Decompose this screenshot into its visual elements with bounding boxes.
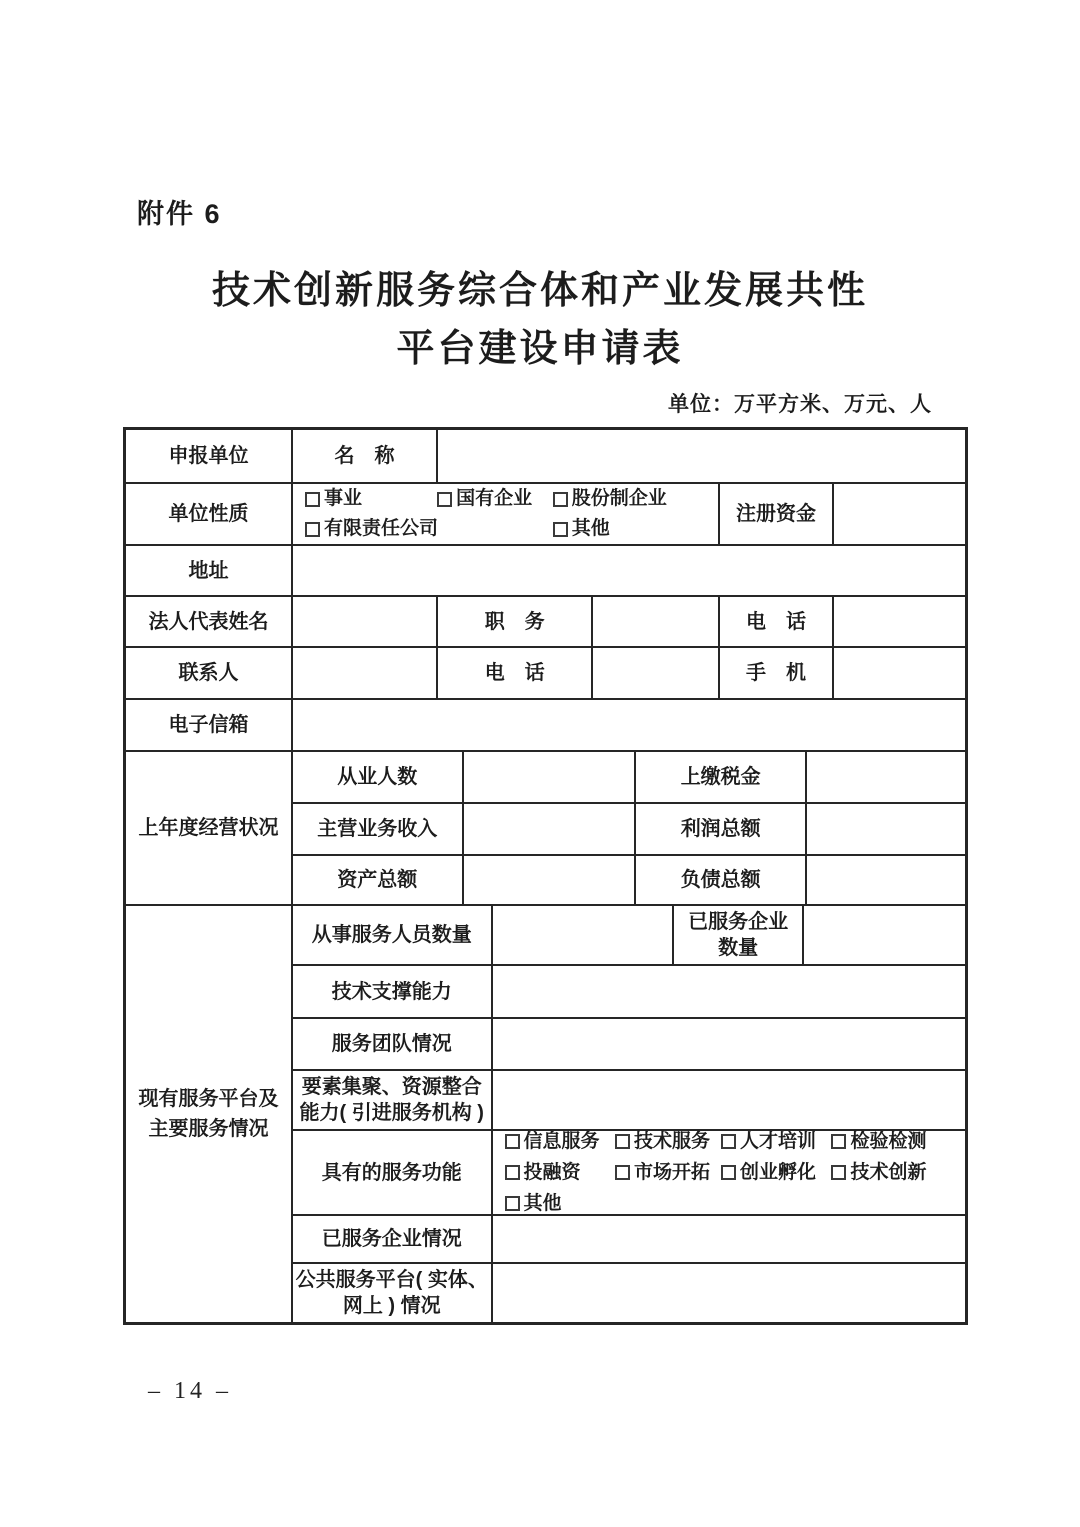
row-service-functions xyxy=(293,1131,965,1216)
checkbox-qita[interactable]: 其他 xyxy=(553,516,718,542)
row-assets-liabilities xyxy=(293,856,965,904)
aggregation-label-line1: 要素集聚、资源整合 xyxy=(301,1076,482,1098)
address-value-cell[interactable] xyxy=(293,546,965,595)
checkbox-guoyou[interactable]: 国有企业 xyxy=(437,486,553,512)
checkbox-icon xyxy=(505,1134,520,1149)
platform-label xyxy=(126,906,293,1322)
position-label: 职 务 xyxy=(438,597,593,646)
row-served-companies xyxy=(293,1216,965,1264)
registered-capital-value-cell[interactable] xyxy=(834,484,965,544)
unit-note: 单位：万平方米、万元、人 xyxy=(668,393,932,416)
served-companies-label: 已服务企业情况 xyxy=(293,1216,493,1262)
checkbox-icon xyxy=(615,1165,630,1180)
served-count-label xyxy=(674,906,804,964)
checkbox-icon xyxy=(437,492,452,507)
row-address xyxy=(126,546,965,597)
service-staff-value-cell[interactable] xyxy=(493,906,674,964)
employees-value-cell[interactable] xyxy=(464,752,637,802)
checkbox-icon xyxy=(553,522,568,537)
row-declare-unit xyxy=(126,430,965,484)
name-value-cell[interactable] xyxy=(438,430,965,482)
main-revenue-label: 主营业务收入 xyxy=(293,804,464,854)
checkbox-jishuchuangxin[interactable]: 技术创新 xyxy=(831,1160,965,1186)
contact-value-cell[interactable] xyxy=(293,648,438,698)
total-profit-value-cell[interactable] xyxy=(807,804,965,854)
aggregation-label-line2: 能力( 引进服务机构 ) xyxy=(299,1102,484,1124)
row-public-platform xyxy=(293,1264,965,1322)
legal-rep-phone-value-cell[interactable] xyxy=(834,597,965,646)
form-title-line2: 平台建设申请表 xyxy=(396,328,684,370)
row-legal-rep xyxy=(126,597,965,648)
public-platform-label-line2: 网上 ) 情况 xyxy=(342,1295,441,1317)
last-year-label: 上年度经营状况 xyxy=(126,752,293,904)
row-service-team xyxy=(293,1019,965,1071)
mobile-label: 手 机 xyxy=(720,648,834,698)
attachment-label: 附件 6 xyxy=(137,199,222,229)
tax-paid-label: 上缴税金 xyxy=(636,752,807,802)
total-liabilities-label: 负债总额 xyxy=(636,856,807,904)
tech-support-value-cell[interactable] xyxy=(493,966,965,1017)
form-title xyxy=(0,262,1080,378)
served-count-label-line2: 数量 xyxy=(718,937,759,959)
contact-phone-label: 电 话 xyxy=(438,648,593,698)
row-revenue-profit xyxy=(293,804,965,856)
checkbox-icon xyxy=(553,492,568,507)
name-label: 名 称 xyxy=(293,430,438,482)
form-title-line1: 技术创新服务综合体和产业发展共性 xyxy=(211,270,868,312)
total-assets-label: 资产总额 xyxy=(293,856,464,904)
email-label: 电子信箱 xyxy=(126,700,293,750)
checkbox-youxian[interactable]: 有限责任公司 xyxy=(305,516,553,542)
position-value-cell[interactable] xyxy=(593,597,720,646)
unit-nature-label: 单位性质 xyxy=(126,484,293,544)
checkbox-icon xyxy=(831,1134,846,1149)
checkbox-shichangkaituo[interactable]: 市场开拓 xyxy=(615,1160,721,1186)
checkbox-icon xyxy=(615,1134,630,1149)
declare-unit-label: 申报单位 xyxy=(126,430,293,482)
public-platform-label xyxy=(293,1264,493,1322)
checkbox-shiye[interactable]: 事业 xyxy=(305,486,437,512)
checkbox-rencaipeixun[interactable]: 人才培训 xyxy=(721,1129,832,1155)
served-count-label-line1: 已服务企业 xyxy=(688,911,789,933)
served-count-value-cell[interactable] xyxy=(804,906,965,964)
registered-capital-label: 注册资金 xyxy=(720,484,834,544)
total-liabilities-value-cell[interactable] xyxy=(807,856,965,904)
total-assets-value-cell[interactable] xyxy=(464,856,637,904)
checkbox-icon xyxy=(505,1165,520,1180)
main-revenue-value-cell[interactable] xyxy=(464,804,637,854)
contact-label: 联系人 xyxy=(126,648,293,698)
page-number: – 14 – xyxy=(148,1378,232,1404)
legal-rep-phone-label: 电 话 xyxy=(720,597,834,646)
checkbox-gufenzhi[interactable]: 股份制企业 xyxy=(553,486,718,512)
public-platform-label-line1: 公共服务平台( 实体、 xyxy=(295,1269,488,1291)
checkbox-icon xyxy=(721,1165,736,1180)
aggregation-label xyxy=(293,1071,493,1129)
address-label: 地址 xyxy=(126,546,293,595)
served-companies-value-cell[interactable] xyxy=(493,1216,965,1262)
mobile-value-cell[interactable] xyxy=(834,648,965,698)
group-last-year xyxy=(126,752,965,906)
service-team-value-cell[interactable] xyxy=(493,1019,965,1069)
contact-phone-value-cell[interactable] xyxy=(593,648,720,698)
row-tech-support xyxy=(293,966,965,1019)
platform-label-line1: 现有服务平台及 xyxy=(138,1088,279,1110)
row-service-staff xyxy=(293,906,965,966)
employees-label: 从业人数 xyxy=(293,752,464,802)
platform-label-line2: 主要服务情况 xyxy=(148,1118,269,1140)
application-table xyxy=(123,427,968,1325)
service-team-label: 服务团队情况 xyxy=(293,1019,493,1069)
email-value-cell[interactable] xyxy=(293,700,965,750)
row-unit-nature xyxy=(126,484,965,546)
row-employees-tax xyxy=(293,752,965,804)
service-functions-options-cell xyxy=(493,1131,965,1214)
total-profit-label: 利润总额 xyxy=(636,804,807,854)
checkbox-icon xyxy=(505,1196,520,1211)
legal-rep-label: 法人代表姓名 xyxy=(126,597,293,646)
checkbox-jianyanjiance[interactable]: 检验检测 xyxy=(831,1129,965,1155)
row-contact xyxy=(126,648,965,700)
service-staff-label: 从事服务人员数量 xyxy=(293,906,493,964)
checkbox-chuangyefuhua[interactable]: 创业孵化 xyxy=(721,1160,832,1186)
tech-support-label: 技术支撑能力 xyxy=(293,966,493,1017)
legal-rep-value-cell[interactable] xyxy=(293,597,438,646)
checkbox-icon xyxy=(305,522,320,537)
checkbox-tourongzi[interactable]: 投融资 xyxy=(505,1160,616,1186)
checkbox-functions-qita[interactable]: 其他 xyxy=(505,1191,616,1217)
service-functions-label: 具有的服务功能 xyxy=(293,1131,493,1214)
public-platform-value-cell[interactable] xyxy=(493,1264,965,1322)
checkbox-icon xyxy=(721,1134,736,1149)
checkbox-icon xyxy=(831,1165,846,1180)
checkbox-xinxifuwu[interactable]: 信息服务 xyxy=(505,1129,616,1155)
unit-nature-options-cell xyxy=(293,484,720,544)
checkbox-jishufuwu[interactable]: 技术服务 xyxy=(615,1129,721,1155)
row-email xyxy=(126,700,965,752)
group-platform xyxy=(126,906,965,1322)
checkbox-icon xyxy=(305,492,320,507)
tax-paid-value-cell[interactable] xyxy=(807,752,965,802)
